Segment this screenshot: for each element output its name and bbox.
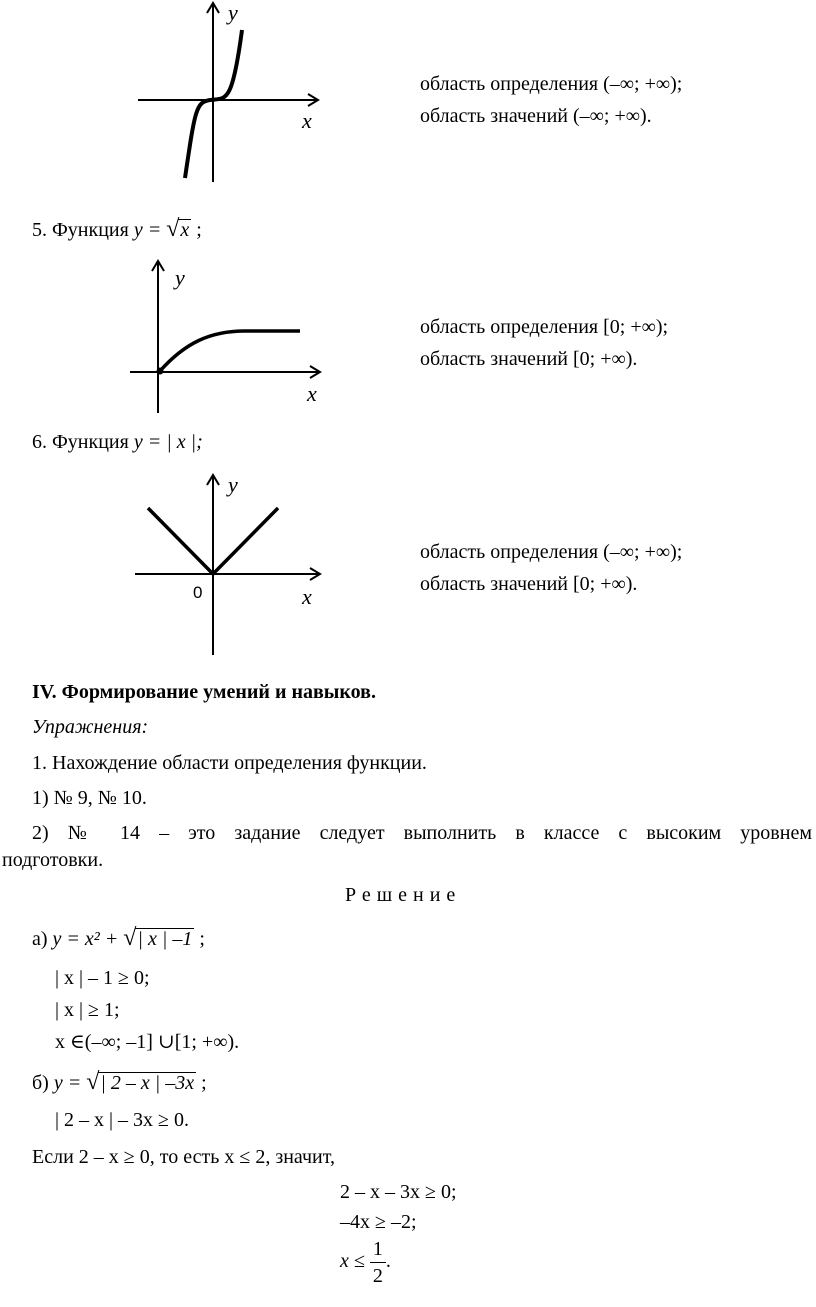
radical-sign: √ <box>123 925 137 951</box>
solution-a-line3: x ∈(–∞; –1] ∪[1; +∞). <box>55 1031 240 1053</box>
case1-result <box>340 1236 391 1289</box>
graph-sqrt <box>125 255 335 415</box>
radical-sign: √ <box>166 216 180 242</box>
solution-a-line2: | x | ≥ 1; <box>55 999 120 1021</box>
solution-a-line1: | x | – 1 ≥ 0; <box>55 967 150 989</box>
task1-2-line2: подготовки. <box>2 849 104 871</box>
task1-2-line1: 2) № 14 – это задание следует выполнить в классе с высоким уровнем <box>32 822 812 844</box>
item6-heading <box>32 430 203 454</box>
item5-radicand: x <box>180 219 190 241</box>
radical-sign: √ <box>86 1069 100 1095</box>
cubic-range: область значений (–∞; +∞). <box>420 105 652 127</box>
task1: 1. Нахождение области определения функции. <box>32 752 427 774</box>
item5-domain: область определения [0; +∞); <box>420 316 669 338</box>
y-axis-label: y <box>228 472 238 497</box>
solution-a-label: а) <box>32 928 48 950</box>
case1-lhs: x ≤ <box>340 1250 365 1273</box>
origin-point <box>157 368 164 375</box>
solution-a-radicand: | x | –1 <box>137 928 193 950</box>
fraction-denominator: 2 <box>372 1265 383 1287</box>
solution-b-line1: | 2 – x | – 3x ≥ 0. <box>55 1109 189 1131</box>
item5-end: ; <box>196 219 202 241</box>
exercises-label: Упражнения: <box>32 716 149 738</box>
origin-label: 0 <box>193 583 203 602</box>
x-axis-label: x <box>302 584 312 609</box>
solution-a-end: ; <box>199 928 205 950</box>
solution-b-formula <box>32 1068 207 1097</box>
sqrt-curve <box>160 331 300 371</box>
fraction-numerator: 1 <box>370 1236 386 1263</box>
item6-range: область значений [0; +∞). <box>420 573 638 595</box>
solution-b-lhs: y = <box>53 1072 82 1094</box>
item5-label: 5. Функция <box>32 219 129 241</box>
x-axis-label: x <box>307 381 317 406</box>
solution-b-end: ; <box>201 1072 207 1094</box>
graph-cubic <box>130 0 330 185</box>
case1-end: . <box>385 1250 391 1273</box>
item6-label: 6. Функция <box>32 431 129 453</box>
solution-b-label: б) <box>32 1072 49 1094</box>
item6-domain: область определения (–∞; +∞); <box>420 541 683 563</box>
solution-a-formula <box>32 924 205 953</box>
item5-range: область значений [0; +∞). <box>420 348 638 370</box>
item5-heading <box>32 215 202 244</box>
item5-lhs: y = <box>133 219 162 241</box>
solution-heading: Решение <box>345 884 462 906</box>
y-axis-label: y <box>175 265 185 290</box>
y-axis-label: y <box>228 0 238 25</box>
case1-line1: 2 – x – 3x ≥ 0; <box>340 1181 457 1203</box>
cubic-domain: область определения (–∞; +∞); <box>420 73 683 95</box>
case1-intro: Если 2 – x ≥ 0, то есть x ≤ 2, значит, <box>32 1146 335 1168</box>
fraction <box>370 1236 386 1289</box>
case1-line2: –4x ≥ –2; <box>340 1211 417 1233</box>
solution-b-radicand: | 2 – x | –3x <box>100 1072 195 1094</box>
task1-1: 1) № 9, № 10. <box>32 787 147 809</box>
x-axis-label: x <box>302 108 312 133</box>
section-heading: IV. Формирование умений и навыков. <box>32 681 376 703</box>
item6-formula: y = | x |; <box>133 431 203 453</box>
solution-a-lhs: y = x² + <box>52 928 119 950</box>
graph-abs <box>130 470 330 660</box>
